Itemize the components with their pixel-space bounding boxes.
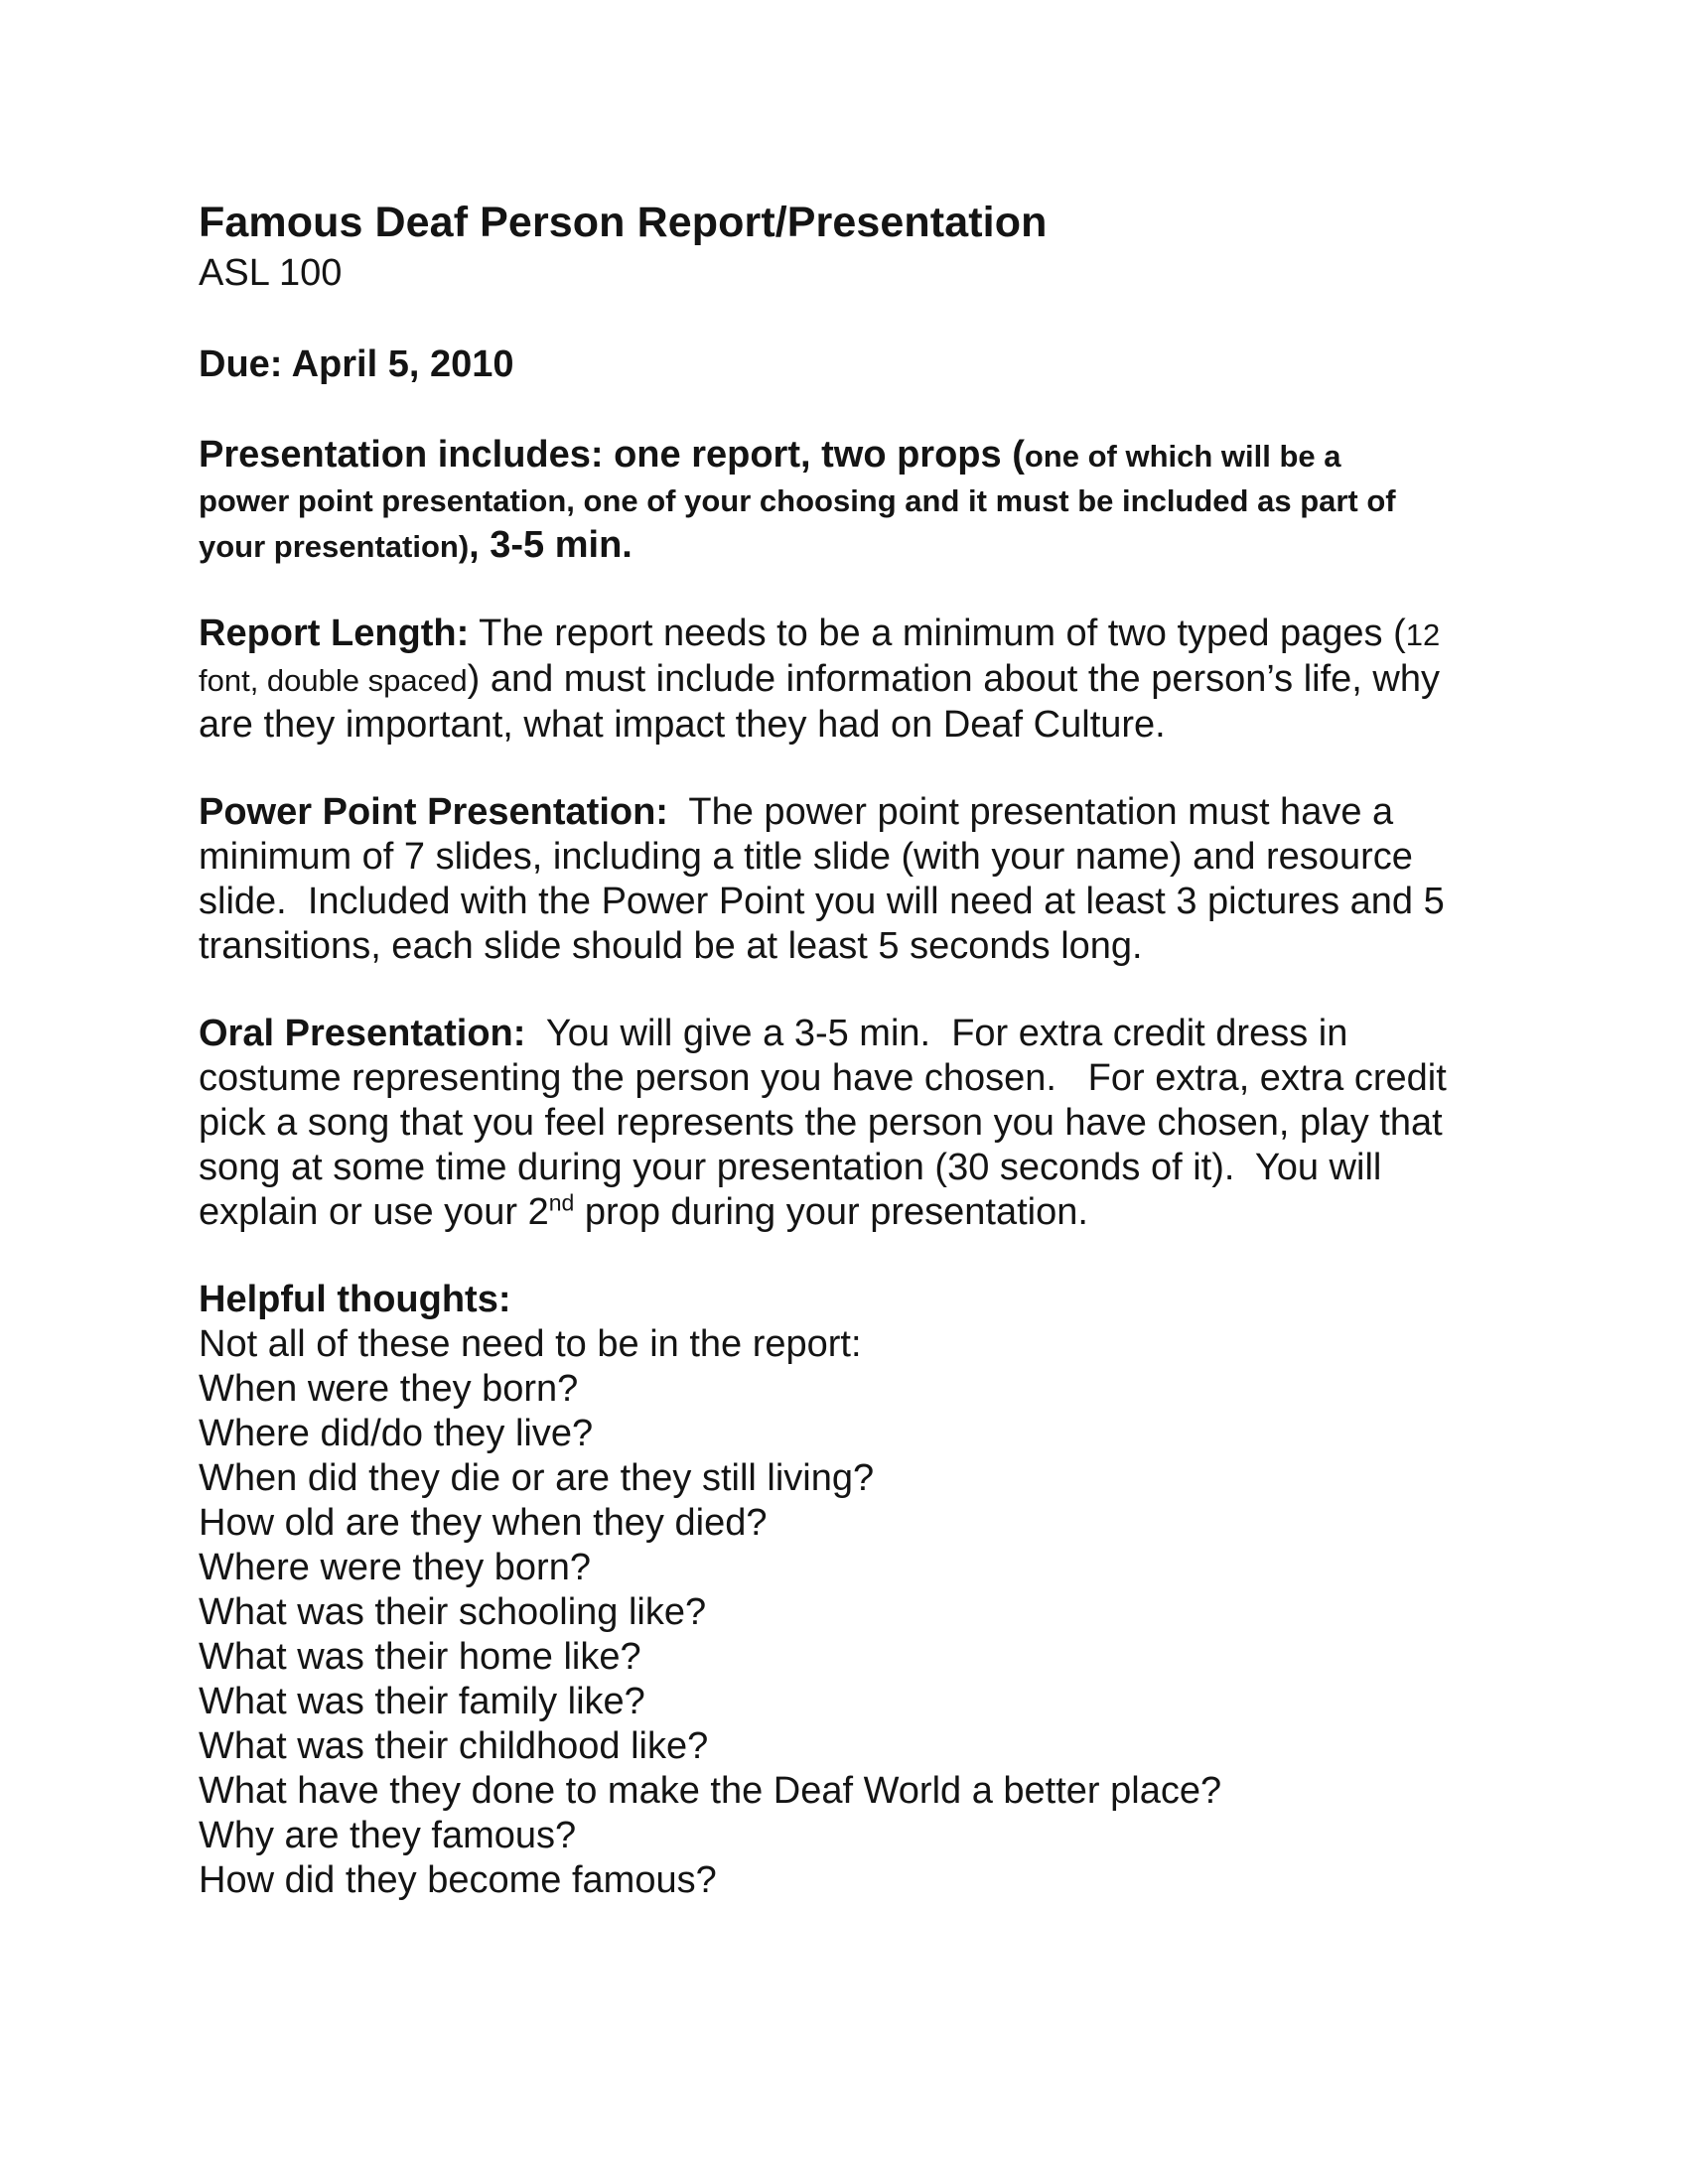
- document-page: [199, 195, 1529, 1903]
- report-length-text-3: are they important, what impact they had on Deaf Culture.: [199, 704, 1166, 746]
- power-point-line-4: transitions, each slide should be at least 5 seconds long.: [199, 925, 1143, 967]
- list-item: Where were they born?: [199, 1547, 591, 1588]
- list-item: What was their childhood like?: [199, 1725, 709, 1767]
- report-length-text-1: The report needs to be a minimum of two typed pages (: [469, 613, 1406, 654]
- report-length-label: Report Length:: [199, 613, 470, 654]
- list-item: When were they born?: [199, 1368, 579, 1410]
- oral-line-2: costume representing the person you have chosen. For extra, extra credit: [199, 1057, 1447, 1099]
- list-item: When did they die or are they still living?: [199, 1457, 875, 1499]
- course-label: ASL 100: [199, 252, 343, 294]
- due-date: Due: April 5, 2010: [199, 343, 514, 385]
- report-length-font-size: 12: [1405, 617, 1441, 652]
- list-item: How did they become famous?: [199, 1859, 717, 1901]
- presentation-includes-duration: , 3-5 min.: [469, 524, 633, 566]
- presentation-includes-detail-1: one of which will be a: [1024, 439, 1341, 474]
- report-length-text-2: ) and must include information about the person’s life, why: [467, 658, 1440, 700]
- power-point-line-2: minimum of 7 slides, including a title slide (with your name) and resource: [199, 836, 1413, 878]
- power-point-section: [199, 790, 1529, 969]
- list-item: Not all of these need to be in the report:: [199, 1323, 862, 1365]
- oral-line-5a: explain or use your 2: [199, 1191, 549, 1233]
- list-item: Why are they famous?: [199, 1815, 577, 1856]
- list-item: What have they done to make the Deaf World a better place?: [199, 1770, 1222, 1812]
- oral-presentation-section: [199, 1012, 1529, 1235]
- helpful-thoughts-heading: Helpful thoughts:: [199, 1279, 511, 1320]
- presentation-includes-label: Presentation includes: one report, two props (: [199, 434, 1025, 476]
- presentation-includes-detail-3: your presentation): [199, 529, 470, 564]
- oral-line-4: song at some time during your presentation (30 seconds of it). You will: [199, 1147, 1382, 1188]
- list-item: What was their family like?: [199, 1681, 645, 1722]
- presentation-includes-section: [199, 433, 1529, 569]
- presentation-includes-detail-2: power point presentation, one of your choosing and it must be included as part of: [199, 483, 1396, 518]
- list-item: Where did/do they live?: [199, 1413, 594, 1454]
- oral-line-5-superscript: nd: [548, 1189, 575, 1216]
- document-title: Famous Deaf Person Report/Presentation: [199, 199, 1048, 246]
- power-point-line-1: The power point presentation must have a: [667, 791, 1394, 833]
- power-point-line-3: slide. Included with the Power Point you will need at least 3 pictures and 5: [199, 881, 1445, 922]
- list-item: What was their schooling like?: [199, 1591, 707, 1633]
- list-item: What was their home like?: [199, 1636, 641, 1678]
- report-length-font-spacing: font, double spaced: [199, 663, 468, 698]
- oral-presentation-label: Oral Presentation:: [199, 1013, 526, 1054]
- power-point-label: Power Point Presentation:: [199, 791, 668, 833]
- oral-line-3: pick a song that you feel represents the person you have chosen, play that: [199, 1102, 1443, 1144]
- oral-line-5b: prop during your presentation.: [574, 1191, 1088, 1233]
- report-length-section: [199, 612, 1529, 748]
- helpful-thoughts-list: [199, 1322, 1529, 1903]
- oral-line-1: You will give a 3-5 min. For extra credit dress in: [525, 1013, 1348, 1054]
- list-item: How old are they when they died?: [199, 1502, 768, 1544]
